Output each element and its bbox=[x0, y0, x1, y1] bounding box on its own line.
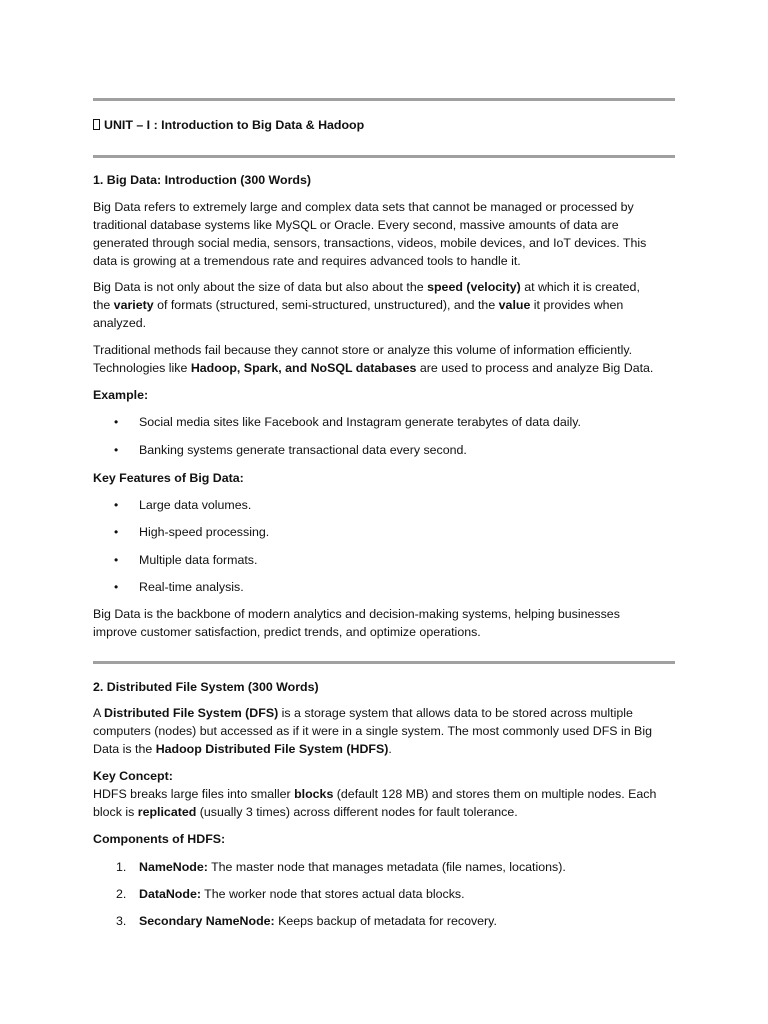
key-concept-label: Key Concept: bbox=[93, 769, 173, 783]
bold-term: Distributed File System (DFS) bbox=[104, 706, 279, 720]
component-name: DataNode: bbox=[139, 887, 201, 901]
unit-title-line bbox=[93, 116, 678, 134]
text-line: computers (nodes) but accessed as if it were in a single system. The most commonly used DFS in Big bbox=[93, 724, 652, 738]
example-label: Example: bbox=[93, 388, 149, 402]
text-line: improve customer satisfaction, predict trends, and optimize operations. bbox=[93, 625, 481, 639]
text-line: Big Data is not only about the size of data but also about the speed (velocity) at which it is created, bbox=[93, 280, 640, 294]
bold-term: Hadoop Distributed File System (HDFS) bbox=[155, 742, 389, 756]
list-item: Multiple data formats. bbox=[139, 553, 258, 567]
text-line: the variety of formats (structured, semi-structured, unstructured), and the value it provides when bbox=[93, 298, 624, 312]
components-label: Components of HDFS: bbox=[93, 832, 226, 846]
section1-paragraph-3 bbox=[93, 341, 678, 377]
horizontal-rule-1 bbox=[93, 155, 675, 158]
list-item: Large data volumes. bbox=[139, 498, 252, 512]
bullet-icon: • bbox=[114, 553, 119, 567]
list-number: 1. bbox=[116, 860, 127, 874]
section1-paragraph-2 bbox=[93, 278, 678, 332]
text-line: Technologies like Hadoop, Spark, and NoSQL databases are used to process and analyze Big Data. bbox=[93, 361, 654, 375]
text-line: Big Data is the backbone of modern analytics and decision-making systems, helping businesses bbox=[93, 607, 620, 621]
list-item: DataNode: The worker node that stores actual data blocks. bbox=[139, 887, 465, 901]
horizontal-rule-2 bbox=[93, 661, 675, 664]
bold-term: variety bbox=[113, 298, 154, 312]
bullet-icon: • bbox=[114, 443, 119, 457]
list-number: 2. bbox=[116, 887, 127, 901]
bold-term: speed (velocity) bbox=[427, 280, 521, 294]
text-line: HDFS breaks large files into smaller blocks (default 128 MB) and stores them on multiple nodes. Each bbox=[93, 787, 657, 801]
section1-paragraph-1 bbox=[93, 198, 678, 270]
horizontal-rule-top bbox=[93, 98, 675, 101]
section2-heading: 2. Distributed File System (300 Words) bbox=[93, 680, 319, 694]
component-name: Secondary NameNode: bbox=[139, 914, 275, 928]
list-item: High-speed processing. bbox=[139, 525, 270, 539]
text-line: A Distributed File System (DFS) is a storage system that allows data to be stored across multiple bbox=[93, 706, 633, 720]
bold-term: Hadoop, Spark, and NoSQL databases bbox=[190, 361, 417, 375]
text-line: Big Data refers to extremely large and complex data sets that cannot be managed or processed by bbox=[93, 200, 634, 214]
bullet-icon: • bbox=[114, 580, 119, 594]
text-line: generated through social media, sensors, transactions, videos, mobile devices, and IoT devices. This bbox=[93, 236, 647, 250]
bullet-icon: • bbox=[114, 525, 119, 539]
missing-glyph-icon bbox=[93, 119, 100, 130]
component-name: NameNode: bbox=[139, 860, 208, 874]
list-item: Secondary NameNode: Keeps backup of metadata for recovery. bbox=[139, 914, 497, 928]
key-concept-block bbox=[93, 767, 678, 821]
unit-title: UNIT – I : Introduction to Big Data & Hadoop bbox=[104, 118, 365, 132]
text-line: analyzed. bbox=[93, 316, 147, 330]
bold-term: value bbox=[498, 298, 531, 312]
text-line: data is growing at a tremendous rate and requires advanced tools to handle it. bbox=[93, 254, 521, 268]
text-line: block is replicated (usually 3 times) across different nodes for fault tolerance. bbox=[93, 805, 518, 819]
bold-term: blocks bbox=[294, 787, 334, 801]
features-label: Key Features of Big Data: bbox=[93, 471, 244, 485]
list-number: 3. bbox=[116, 914, 127, 928]
bold-term: replicated bbox=[137, 805, 197, 819]
bullet-icon: • bbox=[114, 415, 119, 429]
text-line: Data is the Hadoop Distributed File System (HDFS). bbox=[93, 742, 392, 756]
bullet-icon: • bbox=[114, 498, 119, 512]
text-line: traditional database systems like MySQL or Oracle. Every second, massive amounts of data are bbox=[93, 218, 619, 232]
list-item: NameNode: The master node that manages metadata (file names, locations). bbox=[139, 860, 566, 874]
list-item: Real-time analysis. bbox=[139, 580, 244, 594]
section1-closing-paragraph bbox=[93, 605, 678, 641]
list-item: Banking systems generate transactional data every second. bbox=[139, 443, 467, 457]
section1-heading: 1. Big Data: Introduction (300 Words) bbox=[93, 173, 311, 187]
section2-paragraph-1 bbox=[93, 704, 678, 758]
text-line: Traditional methods fail because they cannot store or analyze this volume of information efficiently. bbox=[93, 343, 633, 357]
list-item: Social media sites like Facebook and Instagram generate terabytes of data daily. bbox=[139, 415, 581, 429]
